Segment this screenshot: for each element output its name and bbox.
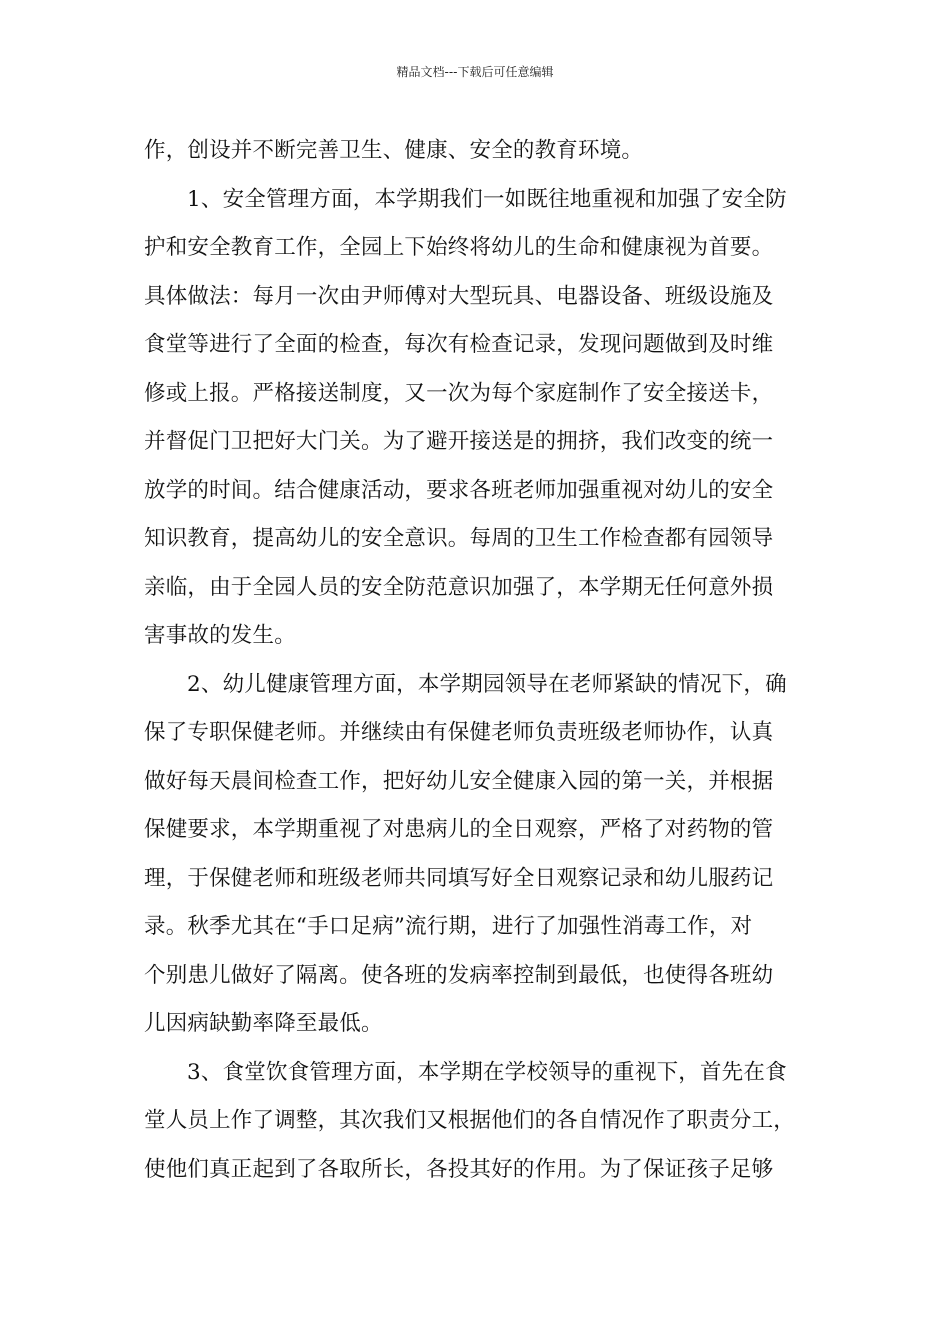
text-line: 堂人员上作了调整，其次我们又根据他们的各自情况作了职责分工， [144,1108,796,1133]
paragraph-start-line: 3、食堂饮食管理方面，本学期在学校领导的重视下，首先在食 [187,1059,787,1085]
text-line: 个别患儿做好了隔离。使各班的发病率控制到最低，也使得各班幼 [144,962,774,988]
text-line: 理，于保健老师和班级老师共同填写好全日观察记录和幼儿服药记 [144,865,774,891]
page-header: 精品文档---下载后可任意编辑 [396,65,554,79]
text-line: 保健要求，本学期重视了对患病儿的全日观察，严格了对药物的管 [144,817,774,842]
paragraph-start-line: 2、幼儿健康管理方面，本学期园领导在老师紧缺的情况下，确 [187,671,787,697]
paragraph-start-line: 1、安全管理方面，本学期我们一如既往地重视和加强了安全防 [187,186,787,212]
text-line: 做好每天晨间检查工作，把好幼儿安全健康入园的第一关，并根据 [144,768,774,794]
text-line: 具体做法：每月一次由尹师傅对大型玩具、电器设备、班级设施及 [144,283,774,309]
document-body [144,127,812,1194]
text-line: 使他们真正起到了各取所长，各投其好的作用。为了保证孩子足够 [144,1156,774,1182]
text-line: 知识教育，提高幼儿的安全意识。每周的卫生工作检查都有园领导 [144,526,774,551]
text-line: 护和安全教育工作，全园上下始终将幼儿的生命和健康视为首要。 [144,235,774,260]
text-line: 儿因病缺勤率降至最低。 [144,1011,383,1036]
text-line: 放学的时间。结合健康活动，要求各班老师加强重视对幼儿的安全 [144,477,774,503]
text-line: 食堂等进行了全面的检查，每次有检查记录，发现问题做到及时维 [144,332,774,357]
text-line: 修或上报。严格接送制度，又一次为每个家庭制作了安全接送卡， [144,380,774,406]
text-line: 害事故的发生。 [144,623,296,648]
text-line: 保了专职保健老师。并继续由有保健老师负责班级老师协作，认真 [144,720,774,745]
text-line: 作，创设并不断完善卫生、健康、安全的教育环境。 [144,138,644,163]
text-line: 亲临，由于全园人员的安全防范意识加强了，本学期无任何意外损 [144,574,774,600]
text-line: 并督促门卫把好大门关。为了避开接送是的拥挤，我们改变的统一 [144,429,774,454]
text-line: 录。秋季尤其在“手口足病”流行期，进行了加强性消毒工作，对 [144,914,753,939]
